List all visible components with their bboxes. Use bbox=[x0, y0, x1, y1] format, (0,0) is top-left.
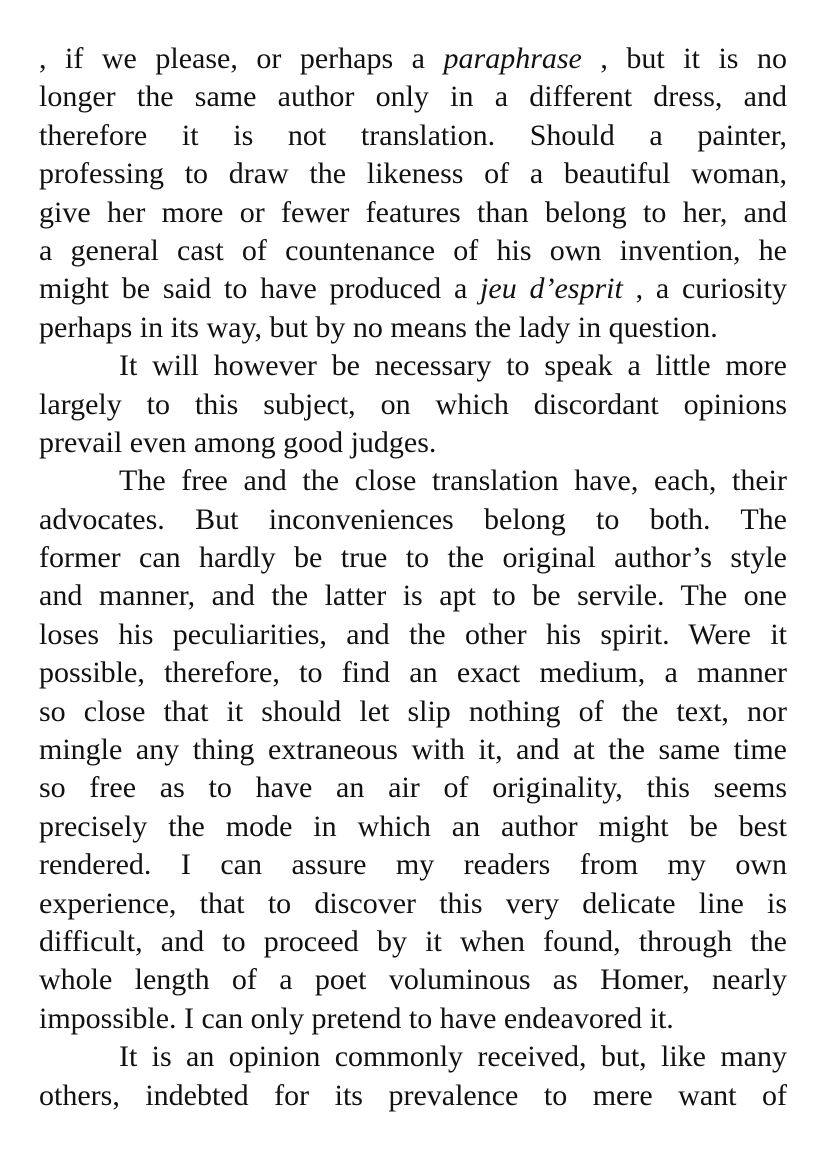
text-run: rendered. I can assure my readers from my own bbox=[39, 848, 787, 882]
text-line bbox=[39, 501, 787, 539]
text-run: The free and the close translation have, each, their bbox=[119, 464, 787, 498]
text-line bbox=[39, 885, 787, 923]
text-run: precisely the mode in which an author might be best bbox=[39, 809, 787, 843]
text-line bbox=[39, 1000, 787, 1038]
text-line bbox=[39, 961, 787, 999]
text-line bbox=[39, 808, 787, 846]
text-line bbox=[39, 117, 787, 155]
text-run: advocates. But inconveniences belong to both. The bbox=[39, 502, 787, 536]
text-line bbox=[39, 539, 787, 577]
italic-phrase: jeu d’esprit bbox=[480, 272, 623, 306]
text-line bbox=[39, 1038, 787, 1076]
text-line bbox=[39, 40, 787, 78]
text-run: and manner, and the latter is apt to be servile. The one bbox=[39, 579, 787, 613]
text-line bbox=[39, 577, 787, 615]
text-run: It will however be necessary to speak a little more bbox=[119, 349, 787, 383]
text-line bbox=[39, 155, 787, 193]
text-run: whole length of a poet voluminous as Homer, nearly bbox=[39, 963, 787, 997]
text-run: experience, that to discover this very delicate line is bbox=[39, 886, 787, 920]
text-run: impossible. I can only pretend to have endeavored it. bbox=[39, 1001, 674, 1035]
text-line bbox=[39, 270, 787, 308]
text-line bbox=[39, 386, 787, 424]
text-line bbox=[39, 846, 787, 884]
text-line bbox=[39, 923, 787, 961]
text-line bbox=[39, 309, 787, 347]
text-run: loses his peculiarities, and the other his spirit. Were it bbox=[39, 617, 787, 651]
text-line bbox=[39, 347, 787, 385]
text-run: a general cast of countenance of his own invention, he bbox=[39, 233, 787, 267]
text-run: give her more or fewer features than belong to her, and bbox=[39, 195, 787, 229]
text-run: largely to this subject, on which discordant opinions bbox=[39, 387, 787, 421]
text-line bbox=[39, 1077, 787, 1115]
text-line bbox=[39, 462, 787, 500]
text-run: perhaps in its way, but by no means the lady in question. bbox=[39, 310, 718, 344]
text-run: so close that it should let slip nothing of the text, nor bbox=[39, 694, 787, 728]
paragraph-3 bbox=[39, 462, 787, 1038]
text-run: , a curiosity bbox=[622, 272, 787, 306]
text-run: possible, therefore, to find an exact medium, a manner bbox=[39, 656, 787, 690]
text-line bbox=[39, 194, 787, 232]
text-run: professing to draw the likeness of a beautiful woman, bbox=[39, 157, 787, 191]
text-run: , if we please, or perhaps a bbox=[39, 42, 444, 75]
text-run: former can hardly be true to the original author’s style bbox=[39, 541, 787, 575]
paragraph-2 bbox=[39, 347, 787, 462]
paragraph-1 bbox=[39, 40, 787, 347]
text-run: so free as to have an air of originality, this seems bbox=[39, 771, 787, 805]
text-run: longer the same author only in a different dress, and bbox=[39, 80, 787, 114]
text-run: , but it is no bbox=[581, 42, 788, 75]
italic-phrase: paraphrase bbox=[443, 42, 582, 75]
text-line bbox=[39, 654, 787, 692]
text-line bbox=[39, 693, 787, 731]
text-run: others, indebted for its prevalence to mere want of bbox=[39, 1078, 787, 1112]
text-line bbox=[39, 769, 787, 807]
text-run: might be said to have produced a bbox=[39, 272, 481, 306]
text-run: prevail even among good judges. bbox=[39, 425, 437, 459]
text-line bbox=[39, 232, 787, 270]
text-run: difficult, and to proceed by it when found, through the bbox=[39, 924, 787, 958]
text-run: therefore it is not translation. Should a painter, bbox=[39, 118, 787, 152]
document-page bbox=[39, 40, 787, 1115]
text-line bbox=[39, 616, 787, 654]
text-run: It is an opinion commonly received, but, like many bbox=[119, 1040, 787, 1074]
text-line bbox=[39, 731, 787, 769]
paragraph-4 bbox=[39, 1038, 787, 1115]
text-run: mingle any thing extraneous with it, and at the same time bbox=[39, 733, 787, 767]
text-line bbox=[39, 424, 787, 462]
text-line bbox=[39, 78, 787, 116]
